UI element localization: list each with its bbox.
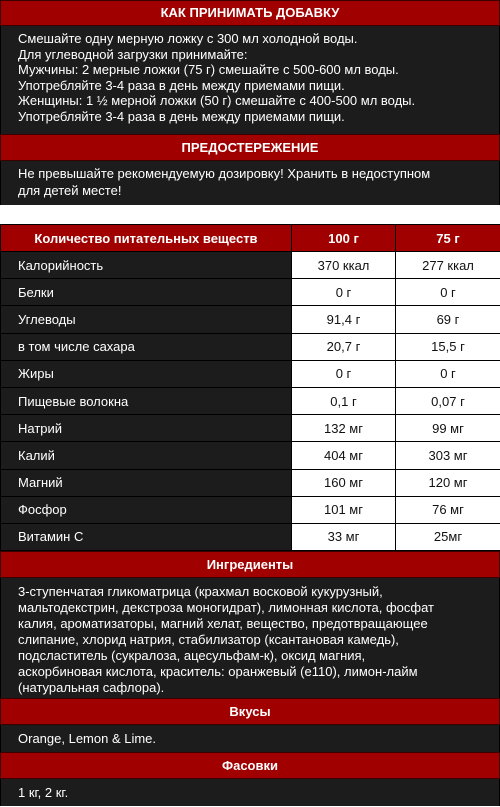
warning-line: для детей месте! — [18, 183, 122, 198]
instruction-line: Употребляйте 3-4 раза в день между приемами пищи. — [18, 77, 345, 93]
ingredients-text — [0, 578, 500, 698]
nutrient-name: Витамин С — [1, 523, 292, 550]
nutrient-name: Фосфор — [1, 496, 292, 523]
value-per-100g: 404 мг — [292, 442, 396, 469]
how-to-take-title: КАК ПРИНИМАТЬ ДОБАВКУ — [0, 0, 500, 26]
how-to-take-section — [0, 0, 500, 134]
section-spacer — [0, 205, 500, 224]
per-100g-column-header: 100 г — [292, 225, 396, 252]
nutrient-name: Калий — [1, 442, 292, 469]
value-per-100g: 20,7 г — [292, 333, 396, 360]
value-per-75g: 0 г — [396, 360, 500, 387]
packaging-title: Фасовки — [0, 752, 500, 779]
ingredients-line: 3-ступенчатая гликоматрица (крахмал восковой кукурузный, — [18, 584, 383, 600]
instruction-line: Для углеводной загрузки принимайте: — [18, 46, 248, 62]
how-to-take-text — [0, 26, 500, 134]
value-per-100g: 101 мг — [292, 496, 396, 523]
instruction-line: Мужчины: 2 мерные ложки (75 г) смешайте с 500-600 мл воды. — [18, 62, 399, 77]
nutrient-name: Углеводы — [1, 306, 292, 333]
nutrient-column-header: Количество питательных веществ — [1, 225, 292, 252]
value-per-75g: 69 г — [396, 306, 500, 333]
value-per-75g: 0 г — [396, 279, 500, 306]
value-per-75g: 120 мг — [396, 469, 500, 496]
value-per-75g: 76 мг — [396, 496, 500, 523]
table-row — [1, 496, 500, 523]
nutrition-table — [0, 224, 500, 551]
table-row — [1, 523, 500, 550]
flavors-text: Orange, Lemon & Lime. — [0, 725, 500, 752]
value-per-75g: 303 мг — [396, 442, 500, 469]
nutrient-name: в том числе сахара — [1, 333, 292, 360]
value-per-100g: 160 мг — [292, 469, 396, 496]
value-per-75g: 99 мг — [396, 415, 500, 442]
table-row — [1, 469, 500, 496]
ingredients-line: подсластитель (сукралоза, ацесульфам-к), оксид магния, — [18, 648, 366, 664]
ingredients-section — [0, 551, 500, 698]
flavors-title: Вкусы — [0, 698, 500, 725]
warning-line: Не превышайте рекомендуемую дозировку! Хранить в недоступном — [18, 166, 431, 181]
table-row — [1, 306, 500, 333]
value-per-100g: 91,4 г — [292, 306, 396, 333]
instruction-line: Смешайте одну мерную ложку с 300 мл холодной воды. — [18, 31, 358, 46]
nutrient-name: Жиры — [1, 360, 292, 387]
table-row — [1, 333, 500, 360]
nutrient-name: Пищевые волокна — [1, 387, 292, 414]
value-per-75g: 277 ккал — [396, 252, 500, 279]
ingredients-line: (натуральная сафлора). — [18, 680, 165, 696]
ingredients-line: мальтодекстрин, декстроза моногидрат), лимонная кислота, фосфат — [18, 600, 434, 616]
packaging-text: 1 кг, 2 кг. — [0, 779, 500, 806]
table-row — [1, 387, 500, 414]
value-per-75g: 15,5 г — [396, 333, 500, 360]
ingredients-line: аскорбиновая кислота, краситель: оранжевый (е110), лимон-лайм — [18, 664, 418, 680]
table-row — [1, 442, 500, 469]
warning-text — [0, 161, 500, 205]
warning-title: ПРЕДОСТЕРЕЖЕНИЕ — [0, 134, 500, 161]
value-per-75g: 0,07 г — [396, 387, 500, 414]
nutrition-header-row — [1, 225, 500, 252]
nutrient-name: Белки — [1, 279, 292, 306]
packaging-section — [0, 752, 500, 806]
flavors-section — [0, 698, 500, 752]
value-per-75g: 25мг — [396, 523, 500, 550]
table-row — [1, 360, 500, 387]
nutrient-name: Натрий — [1, 415, 292, 442]
instruction-line: Женщины: 1 ½ мерной ложки (50 г) смешайте с 400-500 мл воды. — [18, 93, 416, 108]
warning-section — [0, 134, 500, 205]
nutrient-name: Магний — [1, 469, 292, 496]
value-per-100g: 33 мг — [292, 523, 396, 550]
ingredients-line: слипание, хлорид натрия, стабилизатор (ксантановая камедь), — [18, 632, 399, 648]
value-per-100g: 0 г — [292, 279, 396, 306]
table-row — [1, 279, 500, 306]
value-per-100g: 132 мг — [292, 415, 396, 442]
value-per-100g: 370 ккал — [292, 252, 396, 279]
ingredients-line: калия, ароматизаторы, магний хелат, вещество, предотвращающее — [18, 616, 428, 632]
table-row — [1, 252, 500, 279]
table-row — [1, 415, 500, 442]
instruction-line: Употребляйте 3-4 раза в день между приемами пищи. — [18, 108, 345, 124]
per-75g-column-header: 75 г — [396, 225, 500, 252]
value-per-100g: 0 г — [292, 360, 396, 387]
ingredients-title: Ингредиенты — [0, 551, 500, 578]
value-per-100g: 0,1 г — [292, 387, 396, 414]
nutrient-name: Калорийность — [1, 252, 292, 279]
